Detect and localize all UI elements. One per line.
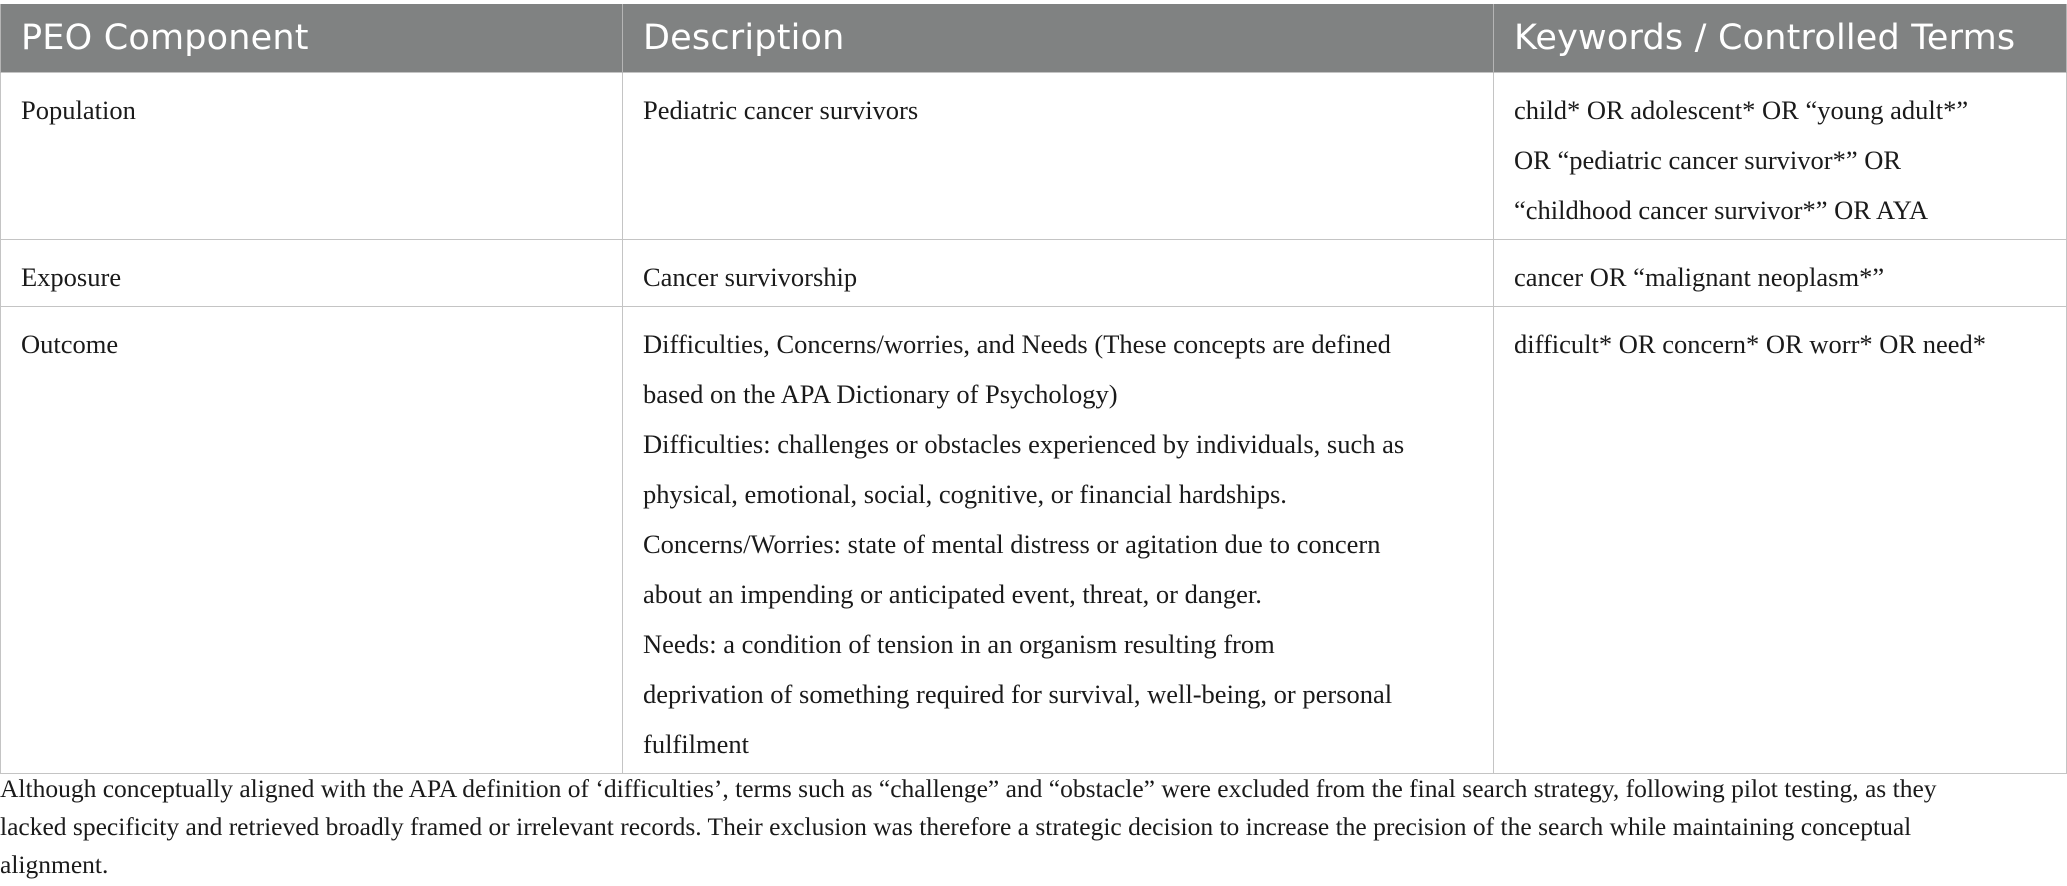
keywords-line: child* OR adolescent* OR “young adult*” bbox=[1514, 95, 1969, 125]
component-label: Exposure bbox=[21, 262, 122, 292]
description-line: fulfilment bbox=[643, 729, 749, 759]
header-keywords: Keywords / Controlled Terms bbox=[1494, 4, 2067, 73]
cell-keywords bbox=[1494, 307, 2067, 774]
keywords-line: OR “pediatric cancer survivor*” OR bbox=[1514, 145, 1902, 175]
cell-description bbox=[623, 307, 1494, 774]
cell-component bbox=[1, 307, 623, 774]
component-label: Outcome bbox=[21, 329, 119, 359]
table-header-row bbox=[1, 4, 2067, 73]
keywords-line: cancer OR “malignant neoplasm*” bbox=[1514, 262, 1885, 292]
footnote-line: Although conceptually aligned with the APA definition of ‘difficulties’, terms such as “challenge” and “obstacle” were excluded from the final search strategy, following pilot testing, as they bbox=[0, 774, 1937, 803]
table-row-population bbox=[1, 73, 2067, 240]
cell-component bbox=[1, 73, 623, 240]
table-row-outcome bbox=[1, 307, 2067, 774]
keywords-line: difficult* OR concern* OR worr* OR need* bbox=[1514, 329, 1986, 359]
description-line: Difficulties, Concerns/worries, and Needs (These concepts are defined bbox=[643, 329, 1391, 359]
cell-keywords bbox=[1494, 240, 2067, 307]
cell-component bbox=[1, 240, 623, 307]
peo-table bbox=[0, 4, 2067, 774]
footnote-line: alignment. bbox=[0, 850, 109, 879]
cell-description bbox=[623, 73, 1494, 240]
header-peo-component: PEO Component bbox=[1, 4, 623, 73]
description-line: Pediatric cancer survivors bbox=[643, 95, 919, 125]
cell-keywords bbox=[1494, 73, 2067, 240]
cell-description bbox=[623, 240, 1494, 307]
description-line: Needs: a condition of tension in an organism resulting from bbox=[643, 629, 1275, 659]
footnote-line: lacked specificity and retrieved broadly framed or irrelevant records. Their exclusion was therefore a strategic decision to increase the precision of the search while maintaining conceptual bbox=[0, 812, 1912, 841]
keywords-line: “childhood cancer survivor*” OR AYA bbox=[1514, 195, 1929, 225]
description-line: about an impending or anticipated event, threat, or danger. bbox=[643, 579, 1262, 609]
description-line: physical, emotional, social, cognitive, or financial hardships. bbox=[643, 479, 1287, 509]
table-footnote bbox=[0, 770, 2060, 884]
component-label: Population bbox=[21, 95, 136, 125]
header-description: Description bbox=[623, 4, 1494, 73]
description-line: based on the APA Dictionary of Psychology) bbox=[643, 379, 1118, 409]
peo-table-container bbox=[0, 4, 2066, 774]
description-line: Difficulties: challenges or obstacles experienced by individuals, such as bbox=[643, 429, 1405, 459]
description-line: Concerns/Worries: state of mental distress or agitation due to concern bbox=[643, 529, 1381, 559]
description-line: Cancer survivorship bbox=[643, 262, 858, 292]
description-line: deprivation of something required for survival, well-being, or personal bbox=[643, 679, 1393, 709]
table-row-exposure bbox=[1, 240, 2067, 307]
